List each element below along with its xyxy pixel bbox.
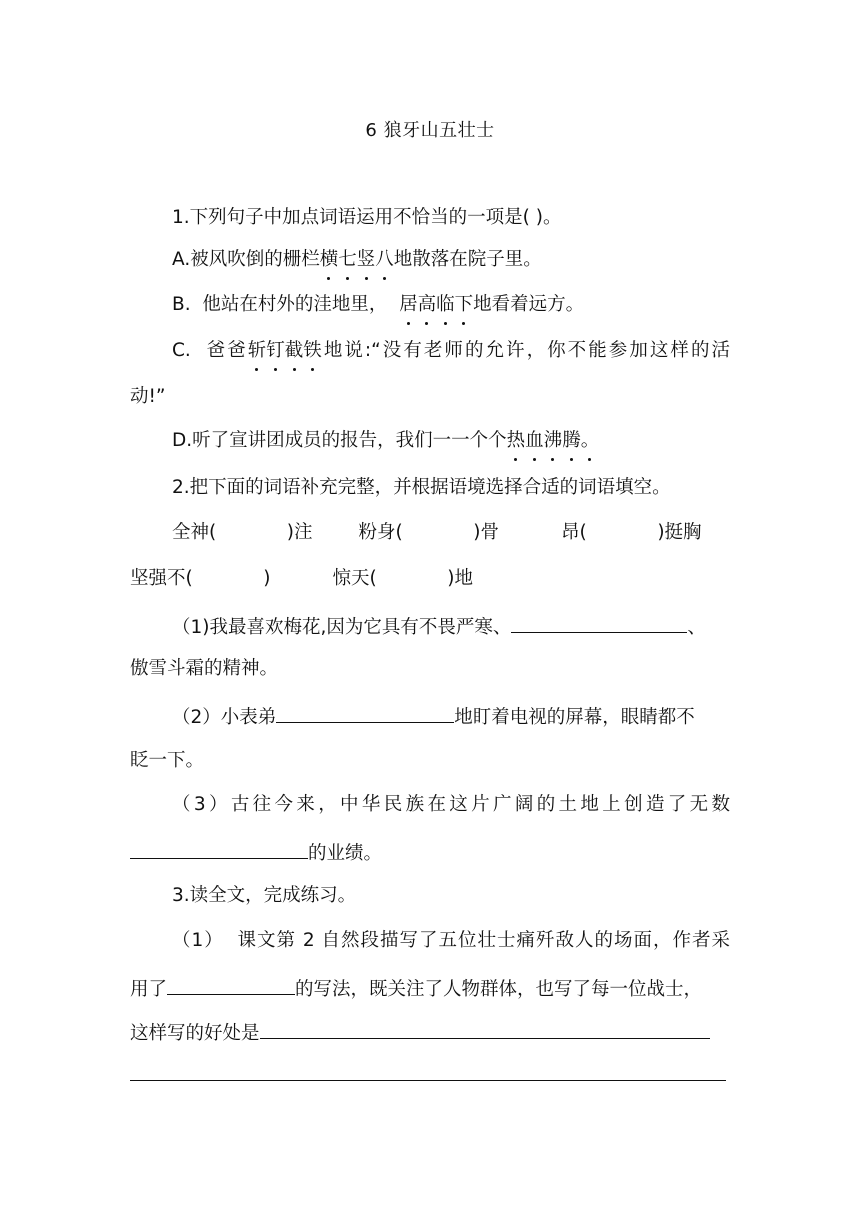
- part-1-text-after: 的写法，既关注了人物群体，也写了每一位战士，: [295, 979, 703, 1000]
- question-1-stem: 1.下列句子中加点词语运用不恰当的一项是( )。: [172, 207, 562, 228]
- dotted-char: 横: [320, 247, 339, 273]
- dotted-char: 热: [507, 428, 526, 454]
- sentence-3-continued: [130, 838, 730, 867]
- sentence-1-punct: 、: [687, 617, 706, 638]
- dotted-char: 。: [581, 428, 600, 454]
- question-1-option-c: [172, 338, 730, 364]
- dotted-char: 截: [285, 338, 304, 364]
- word-fill-item: 昂( )挺胸: [561, 522, 702, 543]
- sentence-2-text-before: （2）小表弟: [172, 707, 277, 728]
- question-1-option-b: [172, 292, 730, 318]
- word-fill-item: 粉身( )骨: [358, 522, 500, 543]
- word-fill-item: 坚强不( ): [130, 568, 271, 589]
- dotted-char: 居: [399, 292, 418, 318]
- answer-blank[interactable]: [511, 612, 687, 633]
- word-fill-item: 全神( )注: [172, 522, 313, 543]
- dotted-char: 下: [455, 292, 474, 318]
- sentence-3-text-after: 的业绩。: [308, 843, 383, 864]
- question-3-part-1-line-3: [130, 1018, 730, 1047]
- page-title: 6 狼牙山五壮士: [365, 120, 495, 141]
- sentence-1-text: （1)我最喜欢梅花,因为它具有不畏严寒、: [172, 617, 512, 638]
- option-a-text-after: 地散落在院子里。: [393, 249, 542, 270]
- dotted-char: 铁: [303, 338, 322, 364]
- option-a-text-before: A.被风吹倒的栅栏: [172, 249, 320, 270]
- word-fill-row-1: [172, 520, 730, 546]
- option-b-text-after: 地看着远方。: [473, 294, 585, 315]
- question-1-option-d: [172, 428, 730, 454]
- sentence-2: [172, 702, 730, 731]
- question-1-option-a: [172, 247, 730, 273]
- dotted-char: 钉: [266, 338, 285, 364]
- answer-line[interactable]: [130, 1080, 726, 1081]
- sentence-2-continued: 眨一下。: [130, 750, 205, 771]
- dotted-char: 七: [338, 247, 357, 273]
- answer-blank[interactable]: [276, 702, 454, 723]
- word-fill-row-2: [130, 566, 730, 592]
- option-c-text-after: 地说:“没有老师的允许，你不能参加这样的活: [321, 340, 730, 361]
- sentence-3: （3）古往今来，中华民族在这片广阔的土地上创造了无数: [172, 794, 730, 815]
- sentence-1: [172, 612, 730, 641]
- question-1-option-c-continued: 动!”: [130, 386, 166, 407]
- sentence-2-text-after: 地盯着电视的屏幕，眼睛都不: [454, 707, 695, 728]
- option-b-text-before: B. 他站在村外的洼地里，: [172, 294, 400, 315]
- answer-blank[interactable]: [130, 838, 308, 859]
- answer-blank[interactable]: [260, 1018, 710, 1039]
- dotted-char: 高: [418, 292, 437, 318]
- part-1-text-before: 用了: [130, 979, 168, 1000]
- sentence-1-continued: 傲雪斗霜的精神。: [130, 658, 279, 679]
- word-fill-item: 惊天( )地: [332, 568, 474, 589]
- part-1-text-prompt: 这样写的好处是: [130, 1023, 260, 1044]
- dotted-char: 沸: [544, 428, 563, 454]
- option-d-text-before: D.听了宣讲团成员的报告，我们一一个个: [172, 430, 507, 451]
- dotted-char: 八: [375, 247, 394, 273]
- question-3-part-1-line-1: （1） 课文第 2 自然段描写了五位壮士痛歼敌人的场面，作者采: [172, 930, 730, 951]
- option-c-text-before: C. 爸爸: [172, 340, 248, 361]
- dotted-char: 血: [525, 428, 544, 454]
- question-3-part-1-line-2: [130, 974, 730, 1003]
- dotted-char: 腾: [562, 428, 581, 454]
- answer-blank[interactable]: [167, 974, 295, 995]
- dotted-char: 斩: [248, 338, 267, 364]
- dotted-char: 竖: [357, 247, 376, 273]
- question-3-stem: 3.读全文，完成练习。: [172, 885, 357, 906]
- dotted-char: 临: [436, 292, 455, 318]
- question-2-stem: 2.把下面的词语补充完整，并根据语境选择合适的词语填空。: [172, 477, 671, 498]
